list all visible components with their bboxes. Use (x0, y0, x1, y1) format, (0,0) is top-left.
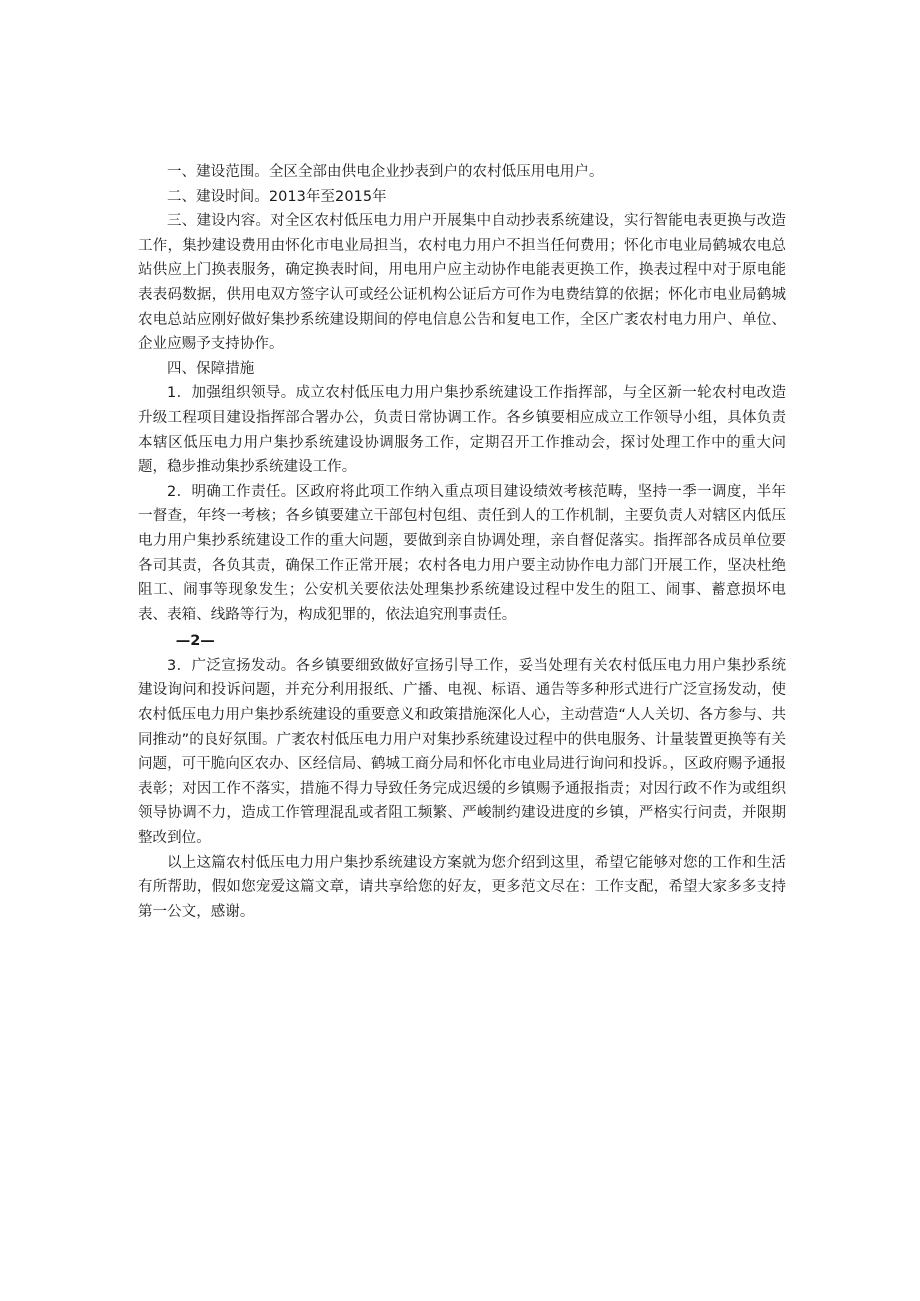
closing-paragraph: 以上这篇农村低压电力用户集抄系统建设方案就为您介绍到这里，希望它能够对您的工作和生活有所帮助，假如您宠爱这篇文章，请共享给您的好友，更多范文尽在：工作支配，希望大家多多支持第一公文，感谢。 (138, 854, 786, 920)
measure-organization: 1．加强组织领导。成立农村低压电力用户集抄系统建设工作指挥部，与全区新一轮农村电改造升级工程项目建设指挥部合署办公，负责日常协调工作。各乡镇要相应成立工作领导小组，具体负责本辖区低压电力用户集抄系统建设协调服务工作，定期召开工作推动会，探讨处理工作中的重大问题，稳步推动集抄系统建设工作。 (138, 385, 786, 476)
section-content: 三、建设内容。对全区农村低压电力用户开展集中自动抄表系统建设，实行智能电表更换与改造工作，集抄建设费用由怀化市电业局担当，农村电力用户不担当任何费用；怀化市电业局鹤城农电总站供应上门换表服务，确定换表时间，用电用户应主动协作电能表更换工作，换表过程中对于原电能表表码数据，供用电双方签字认可或经公证机构公证后方可作为电费结算的依据；怀化市电业局鹤城农电总站应刚好做好集抄系统建设期间的停电信息公告和复电工作，全区广袤农村电力用户、单位、企业应赐予支持协作。 (138, 213, 786, 353)
document-body (138, 160, 786, 924)
section-scope: 一、建设范围。全区全部由供电企业抄表到户的农村低压用电用户。 (167, 164, 604, 180)
measure-responsibility: 2．明确工作责任。区政府将此项工作纳入重点项目建设绩效考核范畴，坚持一季一调度，半年一督查，年终一考核；各乡镇要建立干部包村包组、责任到人的工作机制，主要负责人对辖区内低压电力用户集抄系统建设工作的重大问题，要做到亲自协调处理，亲自督促落实。指挥部各成员单位要各司其责，各负其责，确保工作正常开展；农村各电力用户要主动协作电力部门开展工作，坚决杜绝阻工、闹事等现象发生；公安机关要依法处理集抄系统建设过程中发生的阻工、闹事、蓄意损坏电表、表箱、线路等行为，构成犯罪的，依法追究刑事责任。 (138, 483, 786, 623)
section-time: 二、建设时间。2013年至2015年 (167, 188, 387, 205)
page-number: —2— (175, 633, 215, 650)
measure-publicity: 3．广泛宣扬发动。各乡镇要细致做好宣扬引导工作，妥当处理有关农村低压电力用户集抄系统建设询问和投诉问题，并充分利用报纸、广播、电视、标语、通告等多种形式进行广泛宣扬发动，使农村低压电力用户集抄系统建设的重要意义和政策措施深化人心，主动营造“人人关切、各方参与、共同推动”的良好氛围。广袤农村低压电力用户对集抄系统建设过程中的供电服务、计量装置更换等有关问题，可干脆向区农办、区经信局、鹤城工商分局和怀化市电业局进行询问和投诉。，区政府赐予通报表彰；对因工作不落实，措施不得力导致任务完成迟缓的乡镇赐予通报指责；对因行政不作为或组织领导协调不力，造成工作管理混乱或者阻工频繁、严峻制约建设进度的乡镇，严格实行问责，并限期整改到位。 (138, 657, 786, 847)
section-measures-heading: 四、保障措施 (167, 360, 255, 377)
